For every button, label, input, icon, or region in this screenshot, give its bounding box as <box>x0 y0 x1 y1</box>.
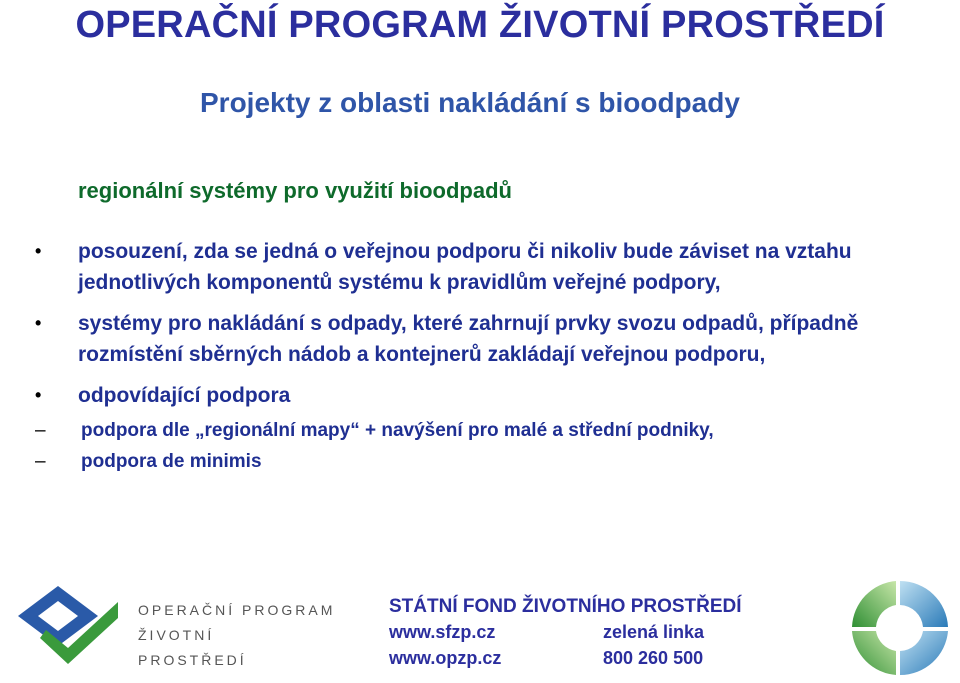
sub-list <box>35 415 955 477</box>
op-logo-line: PROSTŘEDÍ <box>138 652 247 668</box>
web-link-sfzp[interactable]: www.sfzp.cz <box>389 622 496 642</box>
bullet-item <box>35 308 955 370</box>
op-zp-logo-icon <box>10 578 125 668</box>
op-logo-line: ŽIVOTNÍ <box>138 627 215 643</box>
bullet-dot-icon: • <box>35 241 42 261</box>
bullet-text: odpovídající podpora <box>78 384 291 407</box>
sub-item-text: podpora dle „regionální mapy“ + navýšení pro malé a střední podniky, <box>81 420 714 441</box>
hotline-label: zelená linka <box>603 622 705 642</box>
bullet-text: posouzení, zda se jedná o veřejnou podporu či nikoliv bude záviset na vztahu jednotlivých komponentů systému k pravidlům veřejné podpory, <box>78 240 852 294</box>
bullet-item <box>35 236 955 298</box>
bullet-list <box>35 236 955 487</box>
sub-item <box>35 415 955 446</box>
page-title: OPERAČNÍ PROGRAM ŽIVOTNÍ PROSTŘEDÍ <box>75 4 885 46</box>
op-logo-line: OPERAČNÍ PROGRAM <box>138 602 336 618</box>
web-link-opzp[interactable]: www.opzp.cz <box>389 648 502 668</box>
hotline-number[interactable]: 800 260 500 <box>603 648 704 668</box>
sfzp-logo-icon <box>845 575 955 680</box>
sub-item <box>35 446 955 477</box>
fund-name: STÁTNÍ FOND ŽIVOTNÍHO PROSTŘEDÍ <box>389 596 742 617</box>
section-heading: regionální systémy pro využití bioodpadů <box>78 178 512 203</box>
dash-icon: – <box>35 420 46 441</box>
bullet-item <box>35 380 955 477</box>
op-logo-text <box>138 598 335 673</box>
bullet-text: systémy pro nakládání s odpady, které zahrnují prvky svozu odpadů, případně rozmístění sběrných nádob a kontejnerů zakládají veřejnou podporu, <box>78 312 859 366</box>
dash-icon: – <box>35 451 46 472</box>
sub-item-text: podpora de minimis <box>81 451 262 472</box>
bullet-dot-icon: • <box>35 385 42 405</box>
page-subtitle: Projekty z oblasti nakládání s bioodpady <box>200 87 740 118</box>
bullet-dot-icon: • <box>35 313 42 333</box>
